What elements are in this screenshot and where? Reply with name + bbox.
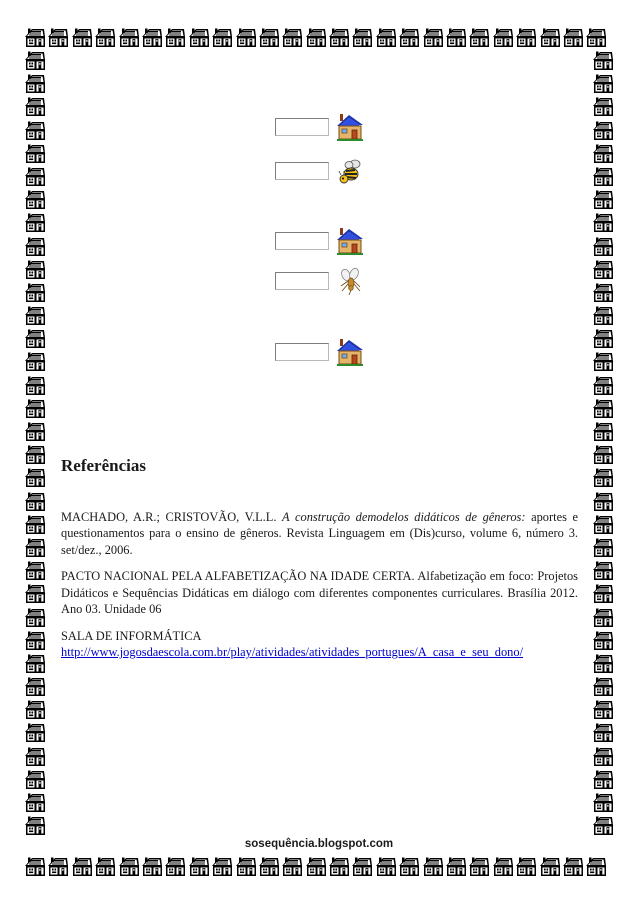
house-icon [24,165,46,187]
house-icon [592,768,614,790]
answer-box[interactable] [275,272,329,290]
house-icon [492,855,514,877]
footer-text: sosequência.blogspot.com [244,838,394,850]
border-left [24,49,46,837]
house-icon [492,26,514,48]
house-icon [592,350,614,372]
house-icon [24,582,46,604]
house-icon [592,281,614,303]
house-icon [515,855,537,877]
house-icon [592,652,614,674]
house-icon [71,26,93,48]
house-icon [351,855,373,877]
house-icon [592,211,614,233]
border-top [24,26,609,48]
house-icon [592,443,614,465]
house-icon [592,72,614,94]
bee-icon [335,156,365,186]
house-icon [24,513,46,535]
house-icon [539,855,561,877]
house-icon [24,721,46,743]
house-icon [141,855,163,877]
house-icon [305,26,327,48]
house-icon [328,26,350,48]
house-icon [24,814,46,836]
exercise-row-4 [275,266,365,296]
house-icon [585,855,607,877]
house-icon [592,119,614,141]
exercise-row-2 [275,156,365,186]
house-icon [422,855,444,877]
house-icon [592,165,614,187]
house-icon [24,72,46,94]
border-right [592,49,614,837]
house-icon [24,49,46,71]
house-icon [164,855,186,877]
house-icon [592,188,614,210]
house-icon [592,420,614,442]
reference-2: PACTO NACIONAL PELA ALFABETIZAÇÃO NA IDADE CERTA. Alfabetização em foco: Projetos Didáticos e Sequências Didáticas em diálogo com diferentes componentes curriculares. Brasília 2012. Ano 03. Unidade 06 [61,569,578,616]
house-icon [24,188,46,210]
house-icon [47,26,69,48]
house-icon [235,26,257,48]
house-icon [24,443,46,465]
answer-box[interactable] [275,162,329,180]
house-icon [335,112,365,142]
house-icon [592,559,614,581]
house-icon [24,698,46,720]
house-icon [211,26,233,48]
house-icon [24,490,46,512]
house-icon [592,327,614,349]
mosquito-icon [335,266,365,296]
house-icon [24,119,46,141]
answer-box[interactable] [275,343,329,361]
border-bottom [24,855,609,877]
house-icon [398,26,420,48]
house-icon [375,26,397,48]
house-icon [24,281,46,303]
house-icon [24,652,46,674]
house-icon [24,95,46,117]
house-icon [592,258,614,280]
house-icon [592,374,614,396]
house-icon [515,26,537,48]
house-icon [445,855,467,877]
house-icon [328,855,350,877]
reference-1-authors: MACHADO, A.R.; CRISTOVÃO, V.L.L. [61,509,283,524]
references-heading: Referências [61,456,146,475]
house-icon [539,26,561,48]
reference-1 [61,509,578,559]
house-icon [24,350,46,372]
house-icon [375,855,397,877]
house-icon [24,26,46,48]
house-icon [592,745,614,767]
house-icon [188,855,210,877]
house-icon [592,606,614,628]
house-icon [235,855,257,877]
house-icon [24,235,46,257]
house-icon [47,855,69,877]
house-icon [422,26,444,48]
house-icon [94,855,116,877]
house-icon [24,304,46,326]
house-icon [592,466,614,488]
house-icon [592,582,614,604]
house-icon [24,327,46,349]
house-icon [468,26,490,48]
house-icon [592,397,614,419]
exercise-row-5 [275,337,365,367]
house-icon [398,855,420,877]
house-icon [305,855,327,877]
house-icon [24,420,46,442]
house-icon [351,26,373,48]
house-icon [592,513,614,535]
house-icon [592,490,614,512]
house-icon [592,698,614,720]
house-icon [141,26,163,48]
house-icon [24,466,46,488]
house-icon [24,606,46,628]
house-icon [24,374,46,396]
house-icon [592,536,614,558]
house-icon [592,49,614,71]
house-icon [24,536,46,558]
house-icon [592,142,614,164]
reference-3-title: SALA DE INFORMÁTICA [61,628,202,643]
house-icon [592,791,614,813]
house-icon [24,768,46,790]
house-icon [592,95,614,117]
house-icon [562,855,584,877]
house-icon [24,791,46,813]
house-icon [24,142,46,164]
house-icon [24,559,46,581]
house-icon [592,675,614,697]
house-icon [592,721,614,743]
house-icon [24,675,46,697]
house-icon [24,855,46,877]
house-icon [94,26,116,48]
reference-3-link[interactable]: http://www.jogosdaescola.com.br/play/atividades/atividades_portugues/A_casa_e_seu_dono/ [61,645,524,659]
exercise-row-1 [275,112,365,142]
house-icon [24,211,46,233]
house-icon [592,629,614,651]
house-icon [335,226,365,256]
house-icon [164,26,186,48]
reference-1-rest: aportes e questionamentos para o ensino de gêneros. Revista Linguagem em (Dis)curso, volume 6, número 3. set/dez., 2006. [61,509,578,557]
house-icon [592,814,614,836]
house-icon [281,855,303,877]
house-icon [562,26,584,48]
house-icon [281,26,303,48]
house-icon [258,26,280,48]
house-icon [24,629,46,651]
house-icon [71,855,93,877]
house-icon [592,235,614,257]
house-icon [118,26,140,48]
house-icon [24,745,46,767]
house-icon [585,26,607,48]
house-icon [24,258,46,280]
house-icon [118,855,140,877]
house-icon [258,855,280,877]
house-icon [211,855,233,877]
house-icon [592,304,614,326]
reference-1-title: A construção demodelos didáticos de gêneros: [282,509,526,524]
references-section [61,458,578,671]
house-icon [445,26,467,48]
house-icon [24,397,46,419]
answer-box[interactable] [275,118,329,136]
house-icon [335,337,365,367]
house-icon [468,855,490,877]
house-icon [188,26,210,48]
answer-box[interactable] [275,232,329,250]
reference-3 [61,628,578,661]
exercise-row-3 [275,226,365,256]
